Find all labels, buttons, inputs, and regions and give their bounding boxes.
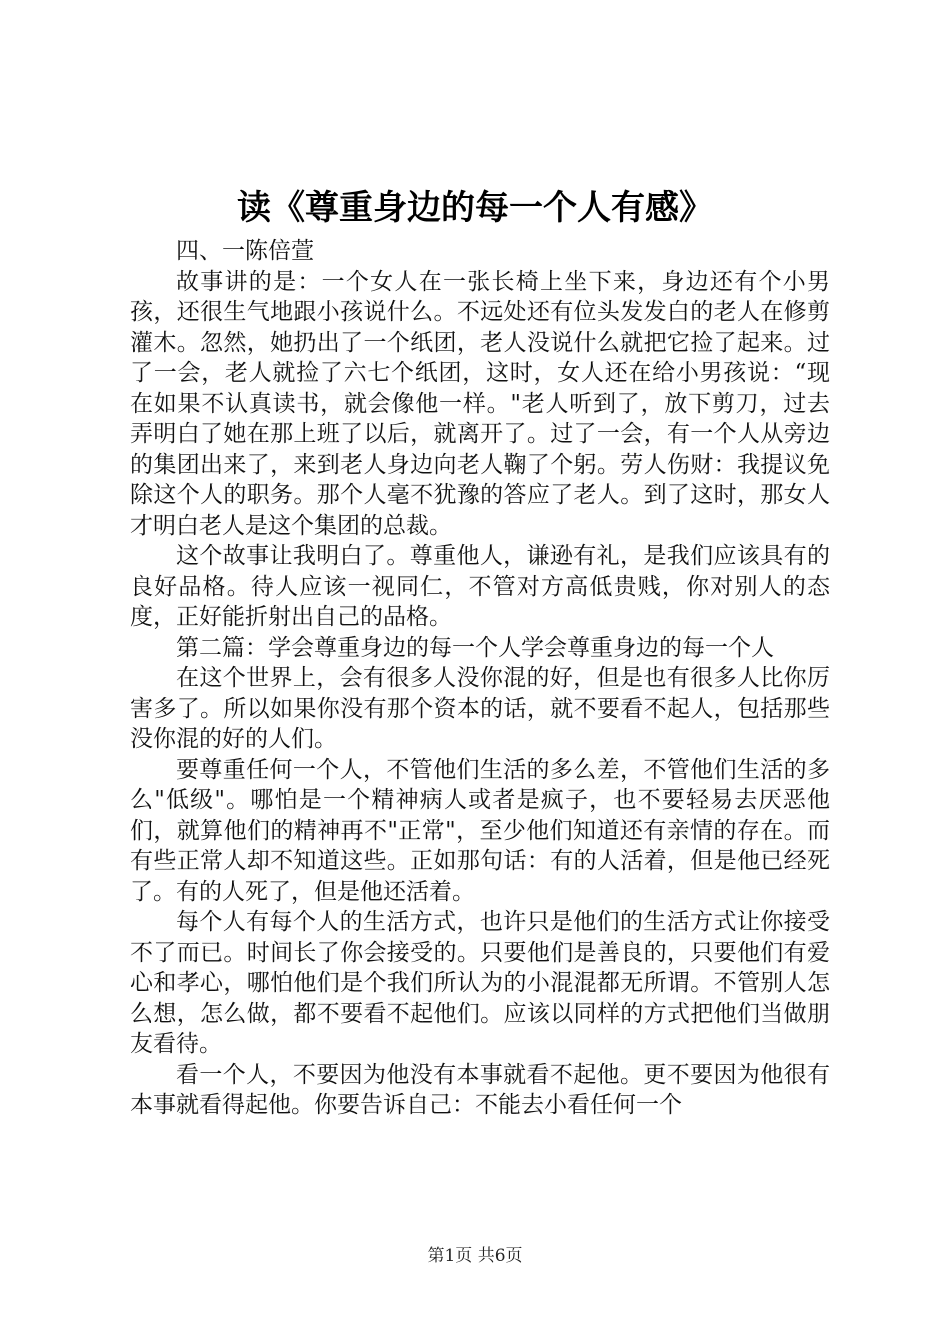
paragraph-section-heading: 四、一陈倍萱 [176,238,314,264]
paragraph-chapter-two-heading: 第二篇：学会尊重身边的每一个人学会尊重身边的每一个人 [176,634,774,661]
paragraph-judging-people: 看一个人，不要因为他没有本事就看不起他。更不要因为他很有本事就看得起他。你要告诉自己：不能去小看任何一个 [130,1061,830,1118]
paragraph-story: 故事讲的是：一个女人在一张长椅上坐下来，身边还有个小男孩，还很生气地跟小孩说什么。不远处还有位头发发白的老人在修剪灌木。忽然，她扔出了一个纸团，老人没说什么就把它捡了起来。过了一会，老人就捡了六七个纸团，这时，女人还在给小男孩说：“现在如果不认真读书，就会像他一样。"老人听到了，放下剪刀，过去弄明白了她在那上班了以后，就离开了。过了一会，有一个人从旁边的集团出来了，来到老人身边向老人鞠了个躬。劳人伤财：我提议免除这个人的职务。那个人毫不犹豫的答应了老人。到了这时，那女人才明白老人是这个集团的总裁。 [130,268,830,539]
paragraph-respect-everyone: 要尊重任何一个人，不管他们生活的多么差，不管他们生活的多么"低级"。哪怕是一个精神病人或者是疯子，也不要轻易去厌恶他们，就算他们的精神再不"正常"，至少他们知道还有亲情的存在。而有些正常人却不知道这些。正如那句话：有的人活着，但是他已经死了。有的人死了，但是他还活着。 [130,756,830,905]
page-footer: 第1页 共6页 [427,1246,523,1266]
document-body [130,236,830,1121]
paragraph-world: 在这个世界上，会有很多人没你混的好，但是也有很多人比你厉害多了。所以如果你没有那个资本的话，就不要看不起人，包括那些没你混的好的人们。 [130,665,830,752]
document-title: 读《尊重身边的每一个人有感》 [237,188,713,228]
paragraph-lifestyle: 每个人有每个人的生活方式，也许只是他们的生活方式让你接受不了而已。时间长了你会接受的。只要他们是善良的，只要他们有爱心和孝心，哪怕他们是个我们所认为的小混混都无所谓。不管别人怎么想，怎么做，都不要看不起他们。应该以同样的方式把他们当做朋友看待。 [130,909,830,1057]
paragraph-lesson: 这个故事让我明白了。尊重他人，谦逊有礼，是我们应该具有的良好品格。待人应该一视同仁，不管对方高低贵贱，你对别人的态度，正好能折射出自己的品格。 [130,543,830,630]
